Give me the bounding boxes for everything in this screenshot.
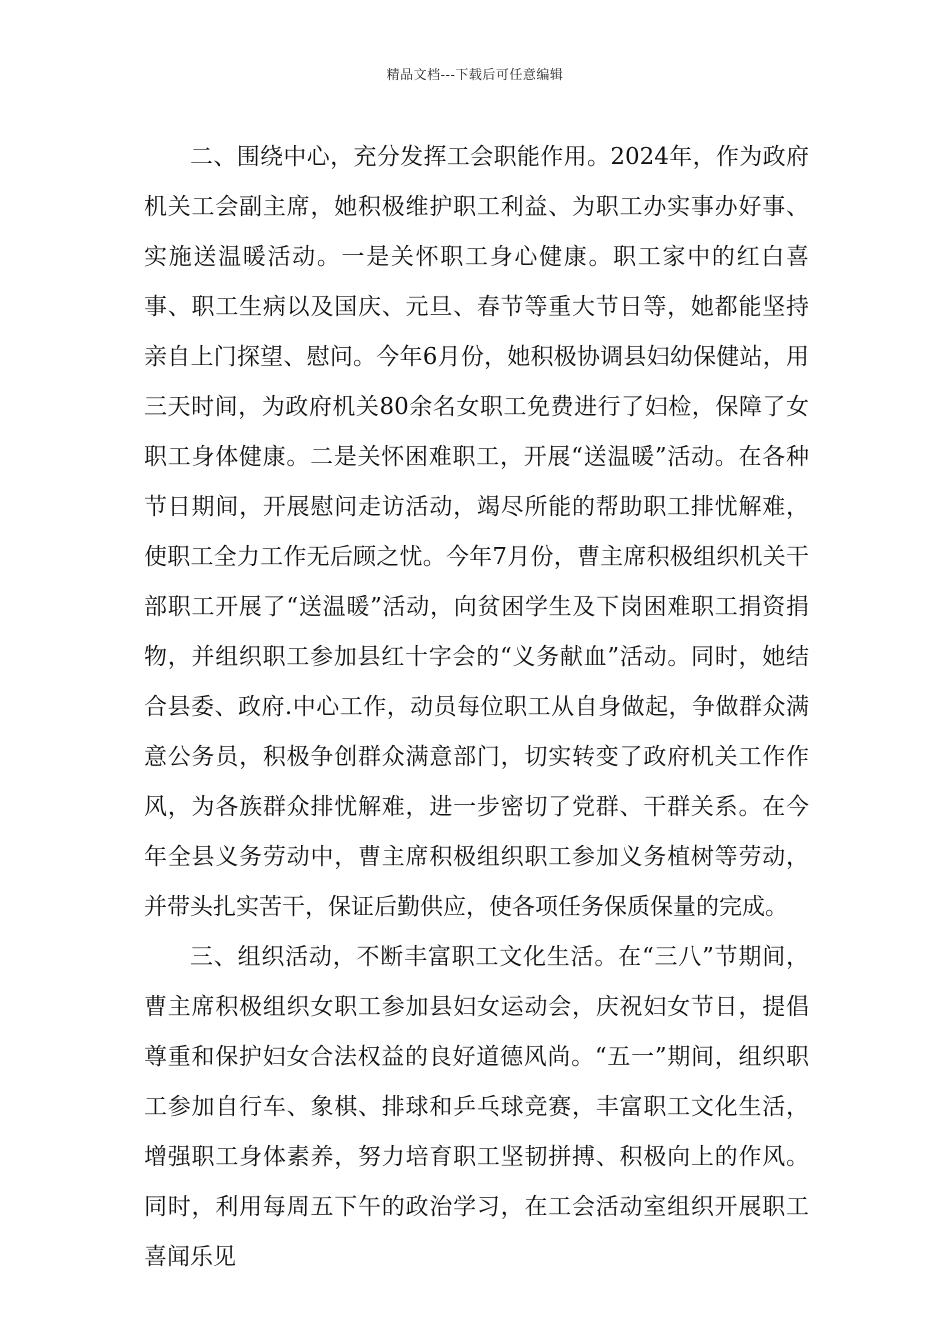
page-header: 精品文档---下载后可任意编辑 — [386, 68, 564, 83]
paragraph-2: 三、组织活动，不断丰富职工文化生活。在“三八”节期间，曹主席积极组织女职工参加县妇女运动会，庆祝妇女节日，提倡尊重和保护妇女合法权益的良好道德风尚。“五一”期间，组织职工参加自行车、象棋、排球和乒乓球竞赛，丰富职工文化生活，增强职工身体素养，努力培育职工坚韧拼搏、积极向上的作风。同时，利用每周五下午的政治学习，在工会活动室组织开展职工喜闻乐见 — [144, 944, 809, 1270]
document-body — [144, 132, 809, 1282]
paragraph-1: 二、围绕中心，充分发挥工会职能作用。2024年，作为政府机关工会副主席，她积极维护职工利益、为职工办实事办好事、实施送温暖活动。一是关怀职工身心健康。职工家中的红白喜事、职工生病以及国庆、元旦、春节等重大节日等，她都能坚持亲自上门探望、慰问。今年6月份，她积极协调县妇幼保健站，用三天时间，为政府机关80余名女职工免费进行了妇检，保障了女职工身体健康。二是关怀困难职工，开展“送温暖”活动。在各种节日期间，开展慰问走访活动，竭尽所能的帮助职工排忧解难，使职工全力工作无后顾之忧。今年7月份，曹主席积极组织机关干部职工开展了“送温暖”活动，向贫困学生及下岗困难职工捐资捐物，并组织职工参加县红十字会的“义务献血”活动。同时，她结合县委、政府.中心工作，动员每位职工从自身做起，争做群众满意公务员，积极争创群众满意部门，切实转变了政府机关工作作风，为各族群众排忧解难，进一步密切了党群、干群关系。在今年全县义务劳动中，曹主席积极组织职工参加义务植树等劳动，并带头扎实苦干，保证后勤供应，使各项任务保质保量的完成。 — [144, 144, 809, 920]
